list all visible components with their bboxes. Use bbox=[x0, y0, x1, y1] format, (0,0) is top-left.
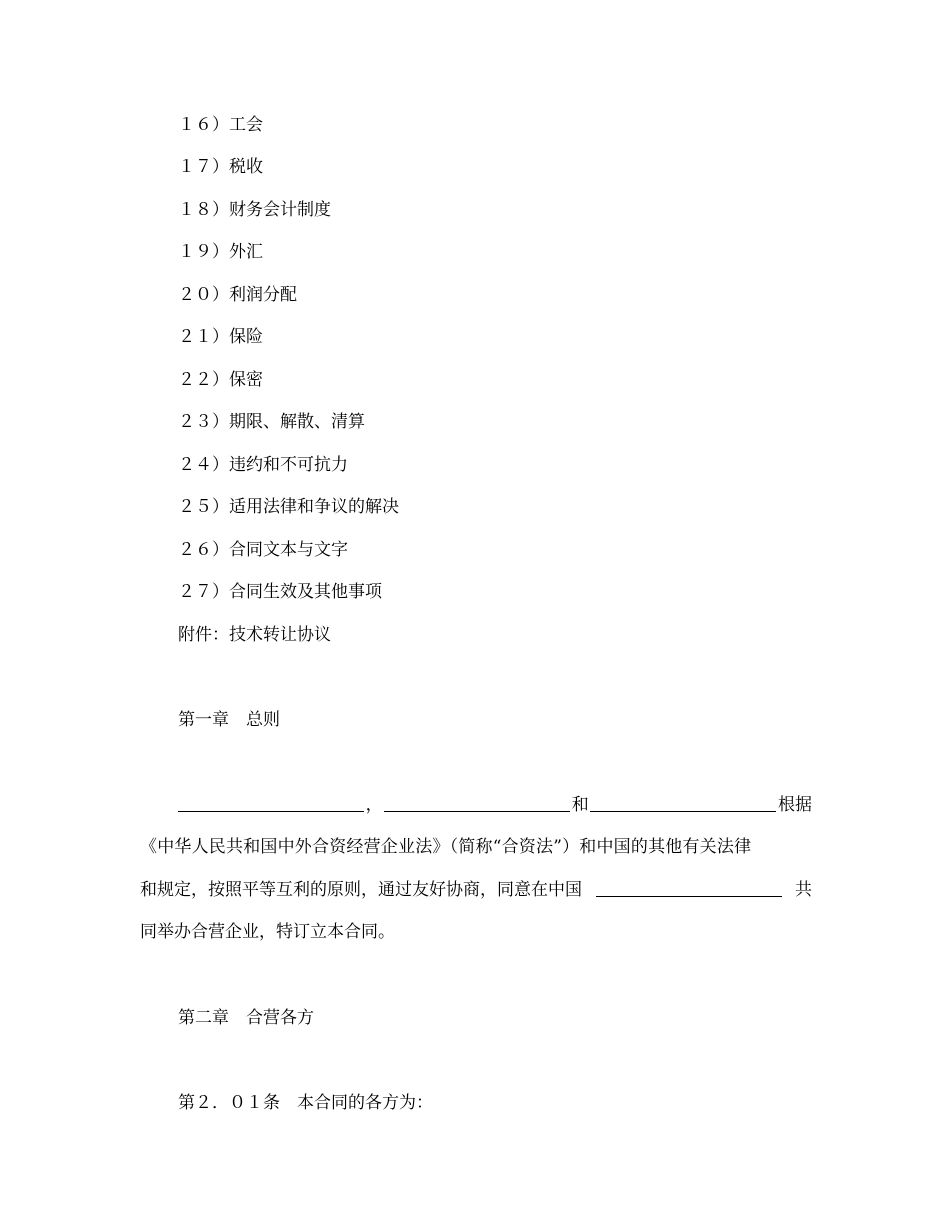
blank-party-c bbox=[590, 793, 776, 812]
toc-item-24: ２４）违约和不可抗力 bbox=[178, 455, 348, 475]
line-3-end-text: 共 bbox=[795, 880, 812, 900]
chapter-1-paragraph-line-2: 《中华人民共和国中外合资经营企业法》（简称“合资法”）和中国的其他有关法律 bbox=[140, 837, 752, 857]
toc-item-16: １６）工会 bbox=[178, 115, 263, 135]
toc-item-25: ２５）适用法律和争议的解决 bbox=[178, 497, 399, 517]
chapter-1-paragraph-line-4: 同举办合营企业，特订立本合同。 bbox=[140, 922, 395, 942]
line-3-text: 和规定，按照平等互利的原则，通过友好协商，同意在中国 bbox=[140, 880, 582, 900]
toc-item-21: ２１）保险 bbox=[178, 327, 263, 347]
toc-item-20: ２０）利润分配 bbox=[178, 285, 297, 305]
chapter-1-paragraph-line-3 bbox=[140, 878, 812, 902]
toc-item-23: ２３）期限、解散、清算 bbox=[178, 412, 365, 432]
toc-item-26: ２６）合同文本与文字 bbox=[178, 540, 348, 560]
chapter-1-title: 第一章 总则 bbox=[178, 710, 280, 730]
toc-item-22: ２２）保密 bbox=[178, 370, 263, 390]
toc-item-17: １７）税收 bbox=[178, 157, 263, 177]
comma-separator: ， bbox=[365, 795, 383, 815]
toc-attachment: 附件：技术转让协议 bbox=[178, 625, 331, 645]
blank-location bbox=[596, 878, 782, 897]
and-separator: 和 bbox=[571, 795, 589, 815]
article-2-01: 第２．０１条 本合同的各方为： bbox=[178, 1093, 433, 1113]
toc-item-18: １８）财务会计制度 bbox=[178, 200, 331, 220]
toc-item-19: １９）外汇 bbox=[178, 242, 263, 262]
toc-item-27: ２７）合同生效及其他事项 bbox=[178, 582, 382, 602]
chapter-1-paragraph-line-1 bbox=[178, 793, 812, 817]
blank-party-a bbox=[178, 793, 364, 812]
blank-party-b bbox=[384, 793, 570, 812]
according-to-text: 根据 bbox=[777, 795, 812, 815]
chapter-2-title: 第二章 合营各方 bbox=[178, 1008, 314, 1028]
